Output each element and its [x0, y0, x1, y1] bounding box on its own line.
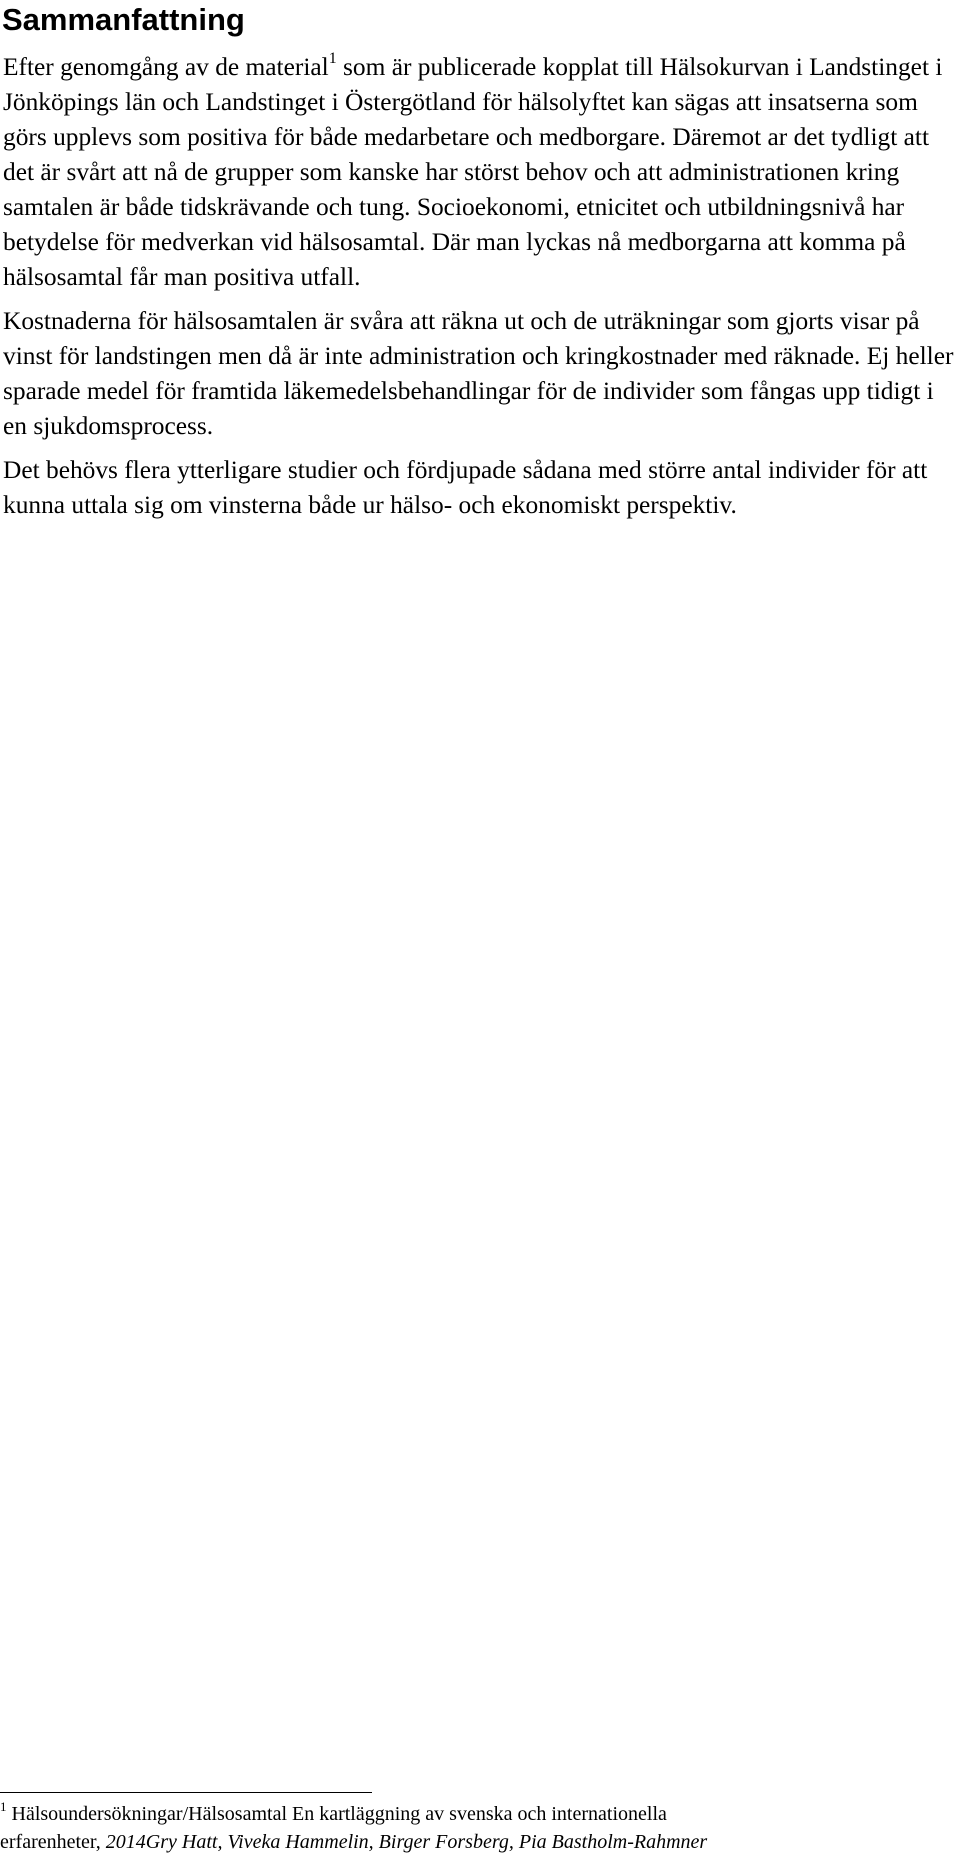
footnote-divider: [0, 1792, 372, 1793]
paragraph-summary: [3, 50, 957, 295]
paragraph-costs: Kostnaderna för hälsosamtalen är svåra att räkna ut och de uträkningar som gjorts visar på vinst för landstingen men då är inte administration och kringkostnader med räknade. Ej heller sparade medel för framtida läkemedelsbehandlingar för de individer som fångas upp tidigt i en sjukdomsprocess.: [3, 307, 954, 440]
footnote-line-1: [0, 1800, 958, 1828]
section-heading: Sammanfattning: [2, 2, 245, 37]
body-text: [3, 50, 957, 532]
footnote-source-title: Hälsoundersökningar/Hälsosamtal En kartläggning av svenska och internationella: [6, 1803, 667, 1825]
footnote: [0, 1800, 958, 1856]
paragraph-summary-rest: som är publicerade kopplat till Hälsokurvan i Landstinget i Jönköpings län och Landstinget i Östergötland för hälsolyftet kan sägas att insatserna som görs upplevs som positiva för både medarbetare och medborgare. Däremot ar det tydligt att det är svårt att nå de grupper som kanske har störst behov och att administrationen kring samtalen är både tidskrävande och tung. Socioekonomi, etnicitet och utbildningsnivå har betydelse för medverkan vid hälsosamtal. Där man lyckas nå medborgarna att komma på hälsosamtal får man positiva utfall.: [3, 53, 943, 291]
footnote-marker: 1: [0, 1798, 7, 1814]
footnote-authors: 2014Gry Hatt, Viveka Hammelin, Birger Forsberg, Pia Bastholm-Rahmner: [105, 1831, 708, 1853]
footnote-line-2: [0, 1828, 958, 1856]
footnote-reference[interactable]: 1: [328, 50, 337, 67]
paragraph-further-studies: Det behövs flera ytterligare studier och fördjupade sådana med större antal individer för att kunna uttala sig om vinsterna både ur hälso- och ekonomiskt perspektiv.: [3, 456, 928, 519]
footnote-source-text: erfarenheter,: [0, 1831, 106, 1853]
paragraph-summary-start: Efter genomgång av de material: [3, 53, 329, 81]
